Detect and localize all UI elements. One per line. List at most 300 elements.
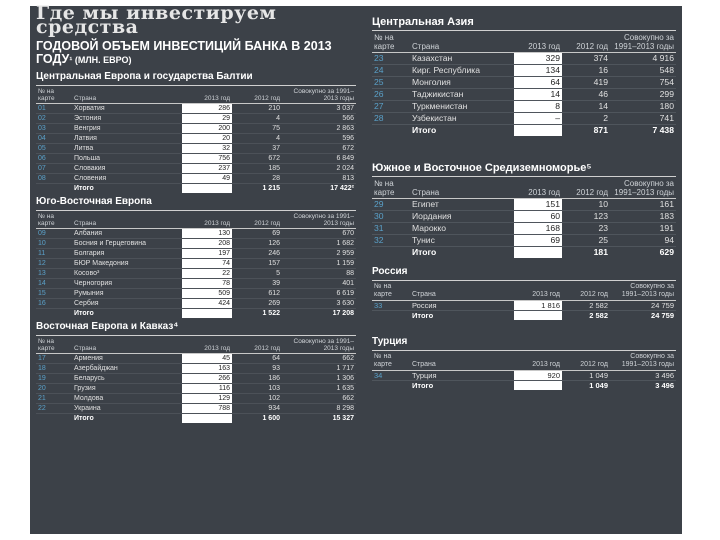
row-country: Босния и Герцеговина [72, 239, 182, 249]
turkey-table [372, 353, 676, 390]
table-row [36, 259, 356, 269]
section-russia [372, 266, 676, 320]
col-2013: 2013 год [514, 353, 562, 371]
row-2013: 286 [182, 104, 232, 114]
row-number: 23 [372, 53, 410, 65]
row-country: Польша [72, 154, 182, 164]
row-2012: 46 [562, 89, 610, 101]
col-country: Страна [410, 283, 514, 301]
row-country: Албания [72, 229, 182, 239]
col-country: Страна [410, 179, 514, 199]
row-2012: 210 [232, 104, 282, 114]
row-2013: 168 [514, 223, 562, 235]
row-country: Литва [72, 144, 182, 154]
row-cumulative: 183 [610, 211, 676, 223]
col-2013: 2013 год [182, 88, 232, 104]
row-country: БЮР Македония [72, 259, 182, 269]
row-country: Латвия [72, 134, 182, 144]
section-turkey [372, 336, 676, 390]
total-cumulative: 17 208 [332, 310, 354, 317]
total-cumulative: 24 759 [651, 311, 674, 320]
section-title: Центральная Азия [372, 16, 474, 28]
total-2013: 449 [514, 247, 562, 259]
table-row [372, 101, 676, 113]
row-2012: 419 [562, 77, 610, 89]
table-body [372, 371, 676, 391]
central-europe-table [36, 88, 356, 193]
row-2012: 185 [232, 164, 282, 174]
row-2013: 237 [182, 164, 232, 174]
table-total-row [372, 247, 676, 259]
row-country: Азербайджан [72, 364, 182, 374]
section-title: Юго-Восточная Европа [36, 196, 152, 207]
row-2013: 49 [182, 174, 232, 184]
row-cumulative: 1 682 [282, 239, 356, 249]
row-number: 33 [372, 301, 410, 311]
row-number: 16 [36, 299, 72, 309]
row-number: 21 [36, 394, 72, 404]
row-number: 12 [36, 259, 72, 269]
table-total-row [372, 381, 676, 391]
row-2013: 29 [182, 114, 232, 124]
table-row [36, 269, 356, 279]
table-row [372, 371, 676, 381]
row-cumulative: 191 [610, 223, 676, 235]
table-row [36, 124, 356, 134]
row-2012: 126 [232, 239, 282, 249]
row-2013: 197 [182, 249, 232, 259]
row-country: Египет [410, 199, 514, 211]
col-no: № на карте [36, 213, 72, 229]
col-2012: 2012 год [232, 338, 282, 354]
row-country: Беларусь [72, 374, 182, 384]
total-spacer [372, 125, 410, 137]
table-row [372, 53, 676, 65]
row-cumulative: 1 159 [282, 259, 356, 269]
section-title: Южное и Восточное Средиземноморье⁵ [372, 162, 592, 174]
row-country: Туркменистан [410, 101, 514, 113]
col-no: № на карте [36, 88, 72, 104]
table-row [36, 374, 356, 384]
row-2012: 14 [562, 101, 610, 113]
table-row [36, 229, 356, 239]
row-number: 32 [372, 235, 410, 247]
row-2013: 45 [182, 354, 232, 364]
table-header [372, 33, 676, 53]
row-country: Эстония [72, 114, 182, 124]
table-body [372, 199, 676, 259]
row-country: Грузия [72, 384, 182, 394]
row-cumulative: 548 [610, 65, 676, 77]
row-country: Таджикистан [410, 89, 514, 101]
table-total-row [372, 125, 676, 137]
total-cumulative: 17 422² [330, 185, 354, 192]
row-2013: 22 [182, 269, 232, 279]
row-2012: 23 [562, 223, 610, 235]
row-2012: 672 [232, 154, 282, 164]
table-row [36, 354, 356, 364]
row-number: 34 [372, 371, 410, 381]
row-2012: 102 [232, 394, 282, 404]
row-number: 13 [36, 269, 72, 279]
col-country: Страна [72, 338, 182, 354]
row-number: 07 [36, 164, 72, 174]
row-country: Хорватия [72, 104, 182, 114]
col-no: № на карте [372, 283, 410, 301]
row-2012: 374 [562, 53, 610, 65]
col-cumulative: Совокупно за 1991–2013 годы [610, 33, 676, 53]
total-2013: 1 509 [182, 414, 232, 424]
table-row [36, 104, 356, 114]
table-row [372, 235, 676, 247]
divider [372, 176, 676, 177]
row-country: Турция [410, 371, 514, 381]
col-2013: 2013 год [514, 179, 562, 199]
col-country: Страна [410, 33, 514, 53]
row-2012: 186 [232, 374, 282, 384]
row-2013: 266 [182, 374, 232, 384]
row-2012: 93 [232, 364, 282, 374]
row-2012: 2 [562, 113, 610, 125]
col-no: № на карте [372, 33, 410, 53]
col-2013: 2013 год [182, 338, 232, 354]
table-row [36, 364, 356, 374]
row-number: 06 [36, 154, 72, 164]
row-2012: 103 [232, 384, 282, 394]
row-number: 30 [372, 211, 410, 223]
table-header [36, 213, 356, 229]
central-asia-table [372, 33, 676, 136]
row-number: 19 [36, 374, 72, 384]
row-2013: 74 [182, 259, 232, 269]
row-cumulative: 401 [282, 279, 356, 289]
row-cumulative: 3 630 [282, 299, 356, 309]
eastern-europe-table [36, 338, 356, 423]
table-row [36, 114, 356, 124]
row-cumulative: 8 298 [282, 404, 356, 414]
col-2013: 2013 год [514, 283, 562, 301]
table-total-row [36, 309, 356, 319]
right-column [372, 6, 676, 390]
col-country: Страна [72, 88, 182, 104]
table-body [36, 229, 356, 319]
row-country: Сербия [72, 299, 182, 309]
total-2013: 1 646 [182, 309, 232, 319]
subtitle-main: ГОДОВОЙ ОБЪЕМ ИНВЕСТИЦИЙ БАНКА В 2013 ГОДУ [36, 39, 332, 66]
total-2012: 1 215 [262, 185, 280, 192]
total-cumulative: 15 327 [332, 415, 354, 422]
table-row [36, 249, 356, 259]
row-2012: 28 [232, 174, 282, 184]
row-2012: 246 [232, 249, 282, 259]
total-2013: 1 607 [182, 184, 232, 194]
row-2012: 69 [232, 229, 282, 239]
left-column [36, 2, 356, 423]
total-cumulative: 3 496 [655, 381, 674, 390]
table-row [372, 211, 676, 223]
row-cumulative: 94 [610, 235, 676, 247]
row-country: Казахстан [410, 53, 514, 65]
col-cumulative: Совокупно за 1991–2013 годы [282, 213, 356, 229]
row-number: 08 [36, 174, 72, 184]
table-header [372, 353, 676, 371]
row-country: Болгария [72, 249, 182, 259]
divider [36, 85, 356, 86]
table-total-row [36, 184, 356, 194]
row-2013: 756 [182, 154, 232, 164]
table-row [36, 279, 356, 289]
row-number: 20 [36, 384, 72, 394]
semed-table [372, 179, 676, 258]
total-2013: 549 [514, 125, 562, 137]
row-number: 31 [372, 223, 410, 235]
row-cumulative: 596 [282, 134, 356, 144]
row-cumulative: 741 [610, 113, 676, 125]
row-2013: 69 [514, 235, 562, 247]
table-row [36, 289, 356, 299]
table-header [372, 283, 676, 301]
row-2013: 208 [182, 239, 232, 249]
col-cumulative: Совокупно за 1991–2013 годы [282, 338, 356, 354]
table-row [36, 154, 356, 164]
total-cumulative: 629 [659, 247, 674, 257]
row-2013: 129 [182, 394, 232, 404]
row-country: Украина [72, 404, 182, 414]
row-2012: 269 [232, 299, 282, 309]
row-2012: 39 [232, 279, 282, 289]
total-spacer [372, 381, 410, 391]
table-body [372, 53, 676, 137]
row-country: Узбекистан [410, 113, 514, 125]
row-number: 18 [36, 364, 72, 374]
row-number: 01 [36, 104, 72, 114]
row-2013: 60 [514, 211, 562, 223]
total-2012: 181 [593, 247, 608, 257]
total-2012: 1 600 [262, 415, 280, 422]
total-label: Итого [74, 185, 94, 192]
table-total-row [372, 311, 676, 321]
row-number: 26 [372, 89, 410, 101]
table-row [36, 134, 356, 144]
row-2013: 64 [514, 77, 562, 89]
table-row [372, 89, 676, 101]
row-number: 09 [36, 229, 72, 239]
table-row [36, 299, 356, 309]
row-country: Кирг. Республика [410, 65, 514, 77]
total-label: Итого [412, 311, 434, 320]
row-2013: 151 [514, 199, 562, 211]
table-row [372, 77, 676, 89]
row-2012: 1 049 [562, 371, 610, 381]
row-cumulative: 1 717 [282, 364, 356, 374]
section-title: Восточная Европа и Кавказ⁴ [36, 321, 179, 332]
row-country: Молдова [72, 394, 182, 404]
row-2013: 14 [514, 89, 562, 101]
total-2012: 1 522 [262, 310, 280, 317]
report-subtitle [36, 40, 356, 67]
row-number: 04 [36, 134, 72, 144]
row-2012: 4 [232, 134, 282, 144]
row-2013: 130 [182, 229, 232, 239]
row-2013: – [514, 113, 562, 125]
section-central-asia [372, 16, 676, 136]
table-row [372, 65, 676, 77]
total-cumulative: 7 438 [652, 125, 674, 135]
row-country: Марокко [410, 223, 514, 235]
col-2012: 2012 год [562, 179, 610, 199]
section-title: Россия [372, 266, 408, 277]
table-row [372, 113, 676, 125]
col-2012: 2012 год [232, 88, 282, 104]
row-2013: 116 [182, 384, 232, 394]
col-cumulative: Совокупно за 1991–2013 годы [610, 353, 676, 371]
row-number: 05 [36, 144, 72, 154]
row-number: 25 [372, 77, 410, 89]
row-number: 14 [36, 279, 72, 289]
row-number: 10 [36, 239, 72, 249]
table-header [372, 179, 676, 199]
table-header [36, 88, 356, 104]
row-number: 29 [372, 199, 410, 211]
col-2012: 2012 год [562, 353, 610, 371]
total-spacer [372, 247, 410, 259]
row-country: Тунис [410, 235, 514, 247]
row-2012: 2 582 [562, 301, 610, 311]
row-2012: 37 [232, 144, 282, 154]
row-cumulative: 180 [610, 101, 676, 113]
row-cumulative: 1 306 [282, 374, 356, 384]
row-2013: 329 [514, 53, 562, 65]
row-country: Иордания [410, 211, 514, 223]
section-semed [372, 162, 676, 258]
row-2012: 612 [232, 289, 282, 299]
table-row [36, 164, 356, 174]
row-cumulative: 670 [282, 229, 356, 239]
row-cumulative: 662 [282, 394, 356, 404]
table-row [36, 239, 356, 249]
col-cumulative: Совокупно за 1991–2013 годы [282, 88, 356, 104]
row-2013: 20 [182, 134, 232, 144]
table-row [36, 174, 356, 184]
table-total-row [36, 414, 356, 424]
total-spacer [36, 184, 72, 194]
row-cumulative: 161 [610, 199, 676, 211]
total-2012: 2 582 [589, 311, 608, 320]
table-body [36, 104, 356, 194]
col-2012: 2012 год [232, 213, 282, 229]
section-southeast-europe [36, 196, 356, 318]
row-cumulative: 2 024 [282, 164, 356, 174]
row-number: 24 [372, 65, 410, 77]
col-2013: 2013 год [514, 33, 562, 53]
row-2013: 163 [182, 364, 232, 374]
row-cumulative: 1 635 [282, 384, 356, 394]
row-number: 15 [36, 289, 72, 299]
row-cumulative: 88 [282, 269, 356, 279]
subtitle-suffix: ¹ (МЛН. ЕВРО) [69, 55, 132, 65]
row-2012: 10 [562, 199, 610, 211]
row-cumulative: 2 959 [282, 249, 356, 259]
table-row [372, 223, 676, 235]
row-cumulative: 299 [610, 89, 676, 101]
row-number: 28 [372, 113, 410, 125]
row-2013: 1 816 [514, 301, 562, 311]
row-2013: 424 [182, 299, 232, 309]
page-title: Где мы инвестируем средства [36, 2, 277, 38]
col-2012: 2012 год [562, 33, 610, 53]
total-2013: 1 816 [514, 311, 562, 321]
row-2012: 123 [562, 211, 610, 223]
row-country: Армения [72, 354, 182, 364]
table-body [372, 301, 676, 321]
row-cumulative: 6 619 [282, 289, 356, 299]
row-2012: 157 [232, 259, 282, 269]
row-number: 17 [36, 354, 72, 364]
col-country: Страна [72, 213, 182, 229]
row-cumulative: 813 [282, 174, 356, 184]
col-2013: 2013 год [182, 213, 232, 229]
row-country: Словакия [72, 164, 182, 174]
row-cumulative: 662 [282, 354, 356, 364]
row-2012: 4 [232, 114, 282, 124]
row-country: Румыния [72, 289, 182, 299]
total-label: Итого [412, 247, 437, 257]
row-2013: 32 [182, 144, 232, 154]
total-label: Итого [74, 415, 94, 422]
table-row [36, 404, 356, 414]
row-country: Венгрия [72, 124, 182, 134]
row-number: 03 [36, 124, 72, 134]
row-2013: 788 [182, 404, 232, 414]
row-number: 22 [36, 404, 72, 414]
row-country: Словения [72, 174, 182, 184]
row-2013: 8 [514, 101, 562, 113]
row-cumulative: 4 916 [610, 53, 676, 65]
divider [36, 210, 356, 211]
row-country: Черногория [72, 279, 182, 289]
row-2013: 200 [182, 124, 232, 134]
russia-table [372, 283, 676, 320]
col-no: № на карте [36, 338, 72, 354]
table-row [36, 144, 356, 154]
row-cumulative: 6 849 [282, 154, 356, 164]
row-number: 27 [372, 101, 410, 113]
col-no: № на карте [372, 353, 410, 371]
section-central-europe [36, 71, 356, 193]
row-cumulative: 672 [282, 144, 356, 154]
col-country: Страна [410, 353, 514, 371]
row-2013: 509 [182, 289, 232, 299]
table-body [36, 354, 356, 424]
divider [36, 335, 356, 336]
total-label: Итого [412, 381, 434, 390]
total-2012: 871 [593, 125, 608, 135]
row-number: 02 [36, 114, 72, 124]
row-cumulative: 24 759 [610, 301, 676, 311]
col-2012: 2012 год [562, 283, 610, 301]
total-label: Итого [74, 310, 94, 317]
col-cumulative: Совокупно за 1991–2013 годы [610, 179, 676, 199]
row-2012: 64 [232, 354, 282, 364]
row-country: Россия [410, 301, 514, 311]
section-eastern-europe [36, 321, 356, 423]
row-2012: 934 [232, 404, 282, 414]
divider [372, 280, 676, 281]
row-2012: 5 [232, 269, 282, 279]
row-2012: 25 [562, 235, 610, 247]
row-cumulative: 754 [610, 77, 676, 89]
row-cumulative: 2 863 [282, 124, 356, 134]
